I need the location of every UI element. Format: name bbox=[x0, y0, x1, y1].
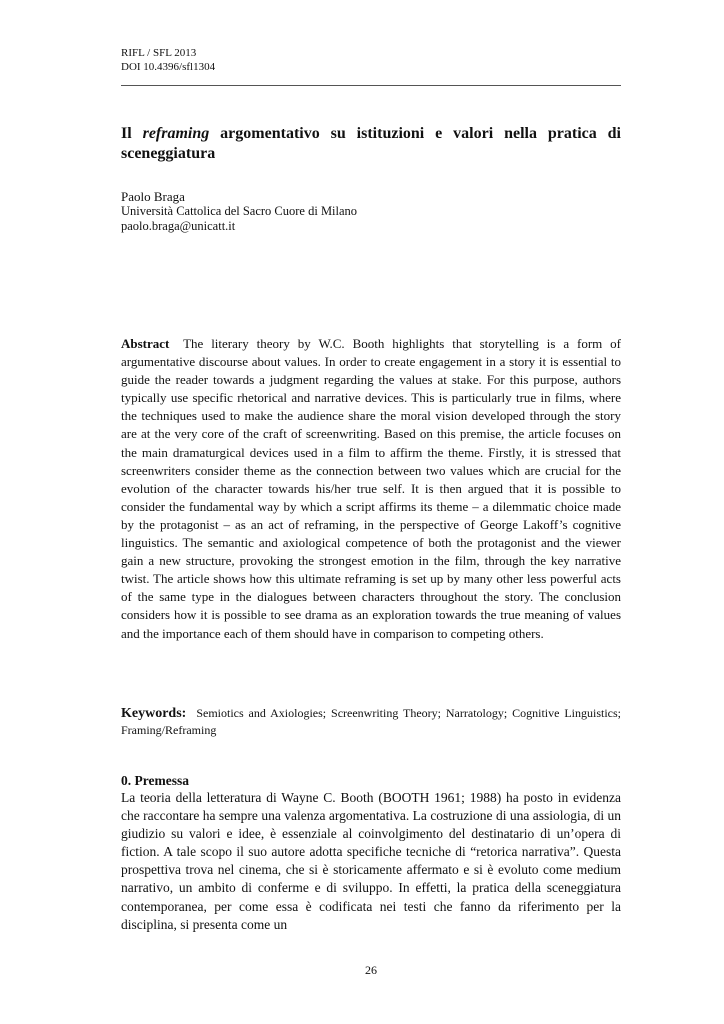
title-suffix: argomentativo su istituzioni e valori nella pratica di sceneggiatura bbox=[121, 125, 622, 162]
section-heading: 0. Premessa bbox=[121, 773, 189, 788]
header-rule bbox=[121, 85, 621, 86]
keywords-label: Keywords: bbox=[121, 706, 187, 721]
doi-line: DOI 10.4396/sfl1304 bbox=[121, 61, 216, 73]
running-header bbox=[121, 46, 215, 74]
author-email: paolo.braga@unicatt.it bbox=[121, 219, 236, 233]
keywords-text: Semiotics and Axiologies; Screenwriting Theory; Narratology; Cognitive Linguistics; Framing/Reframing bbox=[121, 706, 621, 737]
author-block bbox=[121, 189, 357, 234]
journal-name: RIFL / SFL 2013 bbox=[121, 47, 197, 59]
keywords bbox=[121, 705, 621, 738]
author-name: Paolo Braga bbox=[121, 189, 185, 204]
abstract bbox=[121, 335, 621, 643]
abstract-text: The literary theory by W.C. Booth highlights that storytelling is a form of argumentative discourse about values. In order to create engagement in a story it is essential to guide the reader towards a judgment regarding the values at stake. For this purpose, authors typically use specific rhetorical and narrative devices. This is particularly true in films, where the techniques used to make the audience share the moral vision developed through the story are at the very core of the craft of screenwriting. Based on this premise, the article focuses on the main dramaturgical devices used in a film to affirm the theme. Firstly, it is stressed that screenwriters consider theme as the connection between two values which are crucial for the evolution of the character towards his/her true self. It is then argued that it is possible to consider the fundamental way by which a script affirms its theme – a dilemmatic choice made by the protagonist – as an act of reframing, in the perspective of George Lakoff’s cognitive linguistics. The semantic and axiological competence of both the protagonist and the viewer gain a new structure, provoking the strongest emotion in the film, through the key narrative twist. The article shows how this ultimate reframing is set up by many other less powerful acts of the same type in the dialogues between characters throughout the story. The conclusion considers how it is possible to see drama as an exploration towards the true meaning of values and the importance each of them should have in comparison to competing others. bbox=[121, 336, 622, 641]
title-prefix: Il bbox=[121, 125, 143, 142]
abstract-label: Abstract bbox=[121, 336, 170, 351]
page-number: 26 bbox=[365, 963, 377, 977]
paper-title bbox=[121, 124, 621, 164]
title-emphasis: reframing bbox=[142, 125, 210, 142]
section-body: La teoria della letteratura di Wayne C. Booth (BOOTH 1961; 1988) ha posto in evidenza che raccontare ha sempre una valenza argomentativa. La costruzione di una assiologia, di un giudizio su valori e idee, è essenziale al coinvolgimento del destinatario di un’opera di fiction. A tale scopo il suo autore adotta specifiche tecniche di “retorica narrativa”. Questa prospettiva trova nel cinema, che si è storicamente affermato e si è evoluto come medium narrativo, un ambito di conferme e di sviluppo. In effetti, la pratica della sceneggiatura contemporanea, per come essa è codificata nei testi che fanno da riferimento per la disciplina, si presenta come un bbox=[121, 790, 621, 932]
author-affiliation: Università Cattolica del Sacro Cuore di Milano bbox=[121, 204, 358, 218]
